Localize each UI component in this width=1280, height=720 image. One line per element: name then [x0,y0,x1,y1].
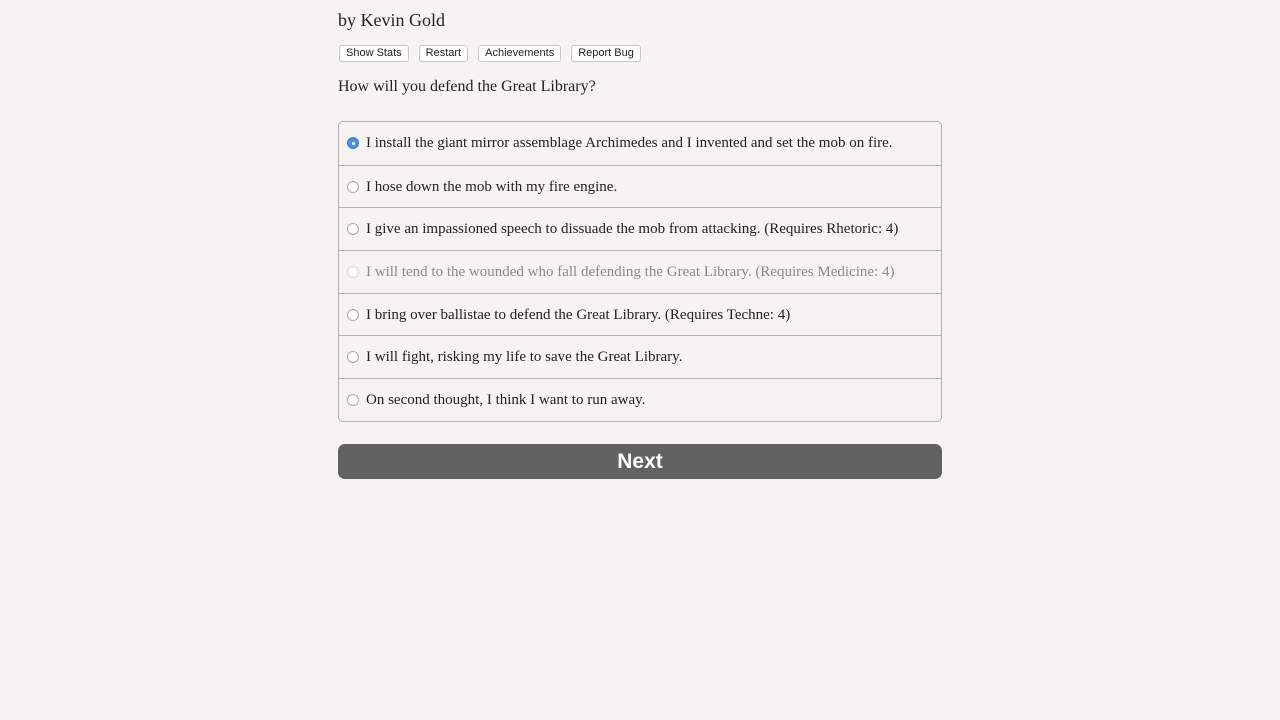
choice-option-6[interactable] [339,335,941,378]
choice-label: I bring over ballistae to defend the Great Library. (Requires Techne: 4) [366,306,791,323]
choice-option-5[interactable] [339,293,941,336]
radio-button[interactable] [347,351,359,363]
choice-option-2[interactable] [339,165,941,208]
toolbar [339,45,641,62]
choice-label: I give an impassioned speech to dissuade the mob from attacking. (Requires Rhetoric: 4) [366,221,899,238]
restart-button[interactable]: Restart [419,45,468,62]
author-byline: by Kevin Gold [338,10,445,30]
question-text: How will you defend the Great Library? [338,78,596,95]
radio-button[interactable] [347,394,359,406]
achievements-button[interactable]: Achievements [478,45,561,62]
radio-button[interactable] [347,309,359,321]
report-bug-button[interactable]: Report Bug [571,45,641,62]
choice-label: I will tend to the wounded who fall defending the Great Library. (Requires Medicine: 4) [366,263,895,280]
choice-option-7[interactable] [339,378,941,421]
choice-option-4 [339,250,941,293]
choice-list [338,121,942,422]
show-stats-button[interactable]: Show Stats [339,45,409,62]
radio-button[interactable] [347,223,359,235]
radio-button [347,266,359,278]
choice-option-3[interactable] [339,207,941,250]
radio-button[interactable] [347,137,359,149]
choice-label: I will fight, risking my life to save the Great Library. [366,349,683,366]
choice-label: I hose down the mob with my fire engine. [366,178,618,195]
next-button[interactable]: Next [338,444,942,479]
choice-label: On second thought, I think I want to run away. [366,391,646,408]
choice-option-1[interactable] [339,122,941,165]
radio-button[interactable] [347,181,359,193]
choice-label: I install the giant mirror assemblage Archimedes and I invented and set the mob on fire. [366,135,893,152]
